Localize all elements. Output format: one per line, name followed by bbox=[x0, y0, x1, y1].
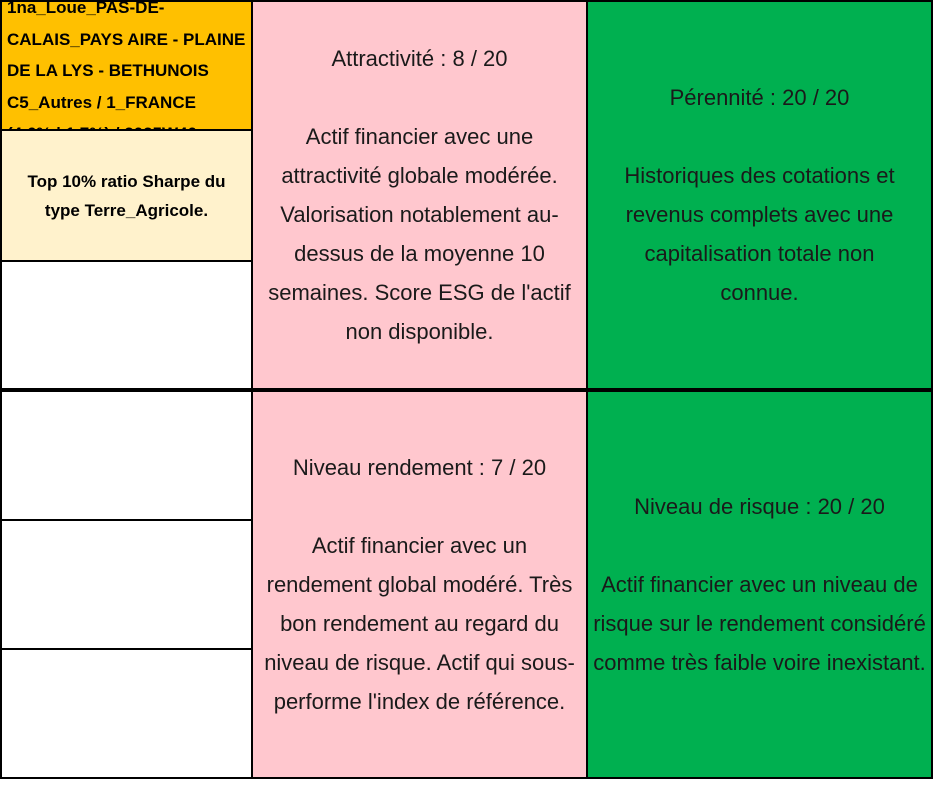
empty-cell bbox=[0, 648, 253, 779]
rendement-text: Actif financier avec un rendement global modéré. Très bon rendement au regard du niveau de risque. Actif qui sous-performe l'index de référence. bbox=[264, 533, 575, 714]
perennite-text: Historiques des cotations et revenus complets avec une capitalisation totale non connue. bbox=[624, 163, 895, 305]
asset-title-line: CALAIS_PAYS AIRE - PLAINE bbox=[7, 29, 246, 49]
risque-cell bbox=[586, 390, 933, 779]
risque-text: Actif financier avec un niveau de risque sur le rendement considéré comme très faible voire inexistant. bbox=[593, 572, 926, 675]
sharpe-note: Top 10% ratio Sharpe du type Terre_Agricole. bbox=[27, 171, 226, 220]
empty-cell bbox=[0, 260, 253, 390]
asset-title-line: 1na_Loue_PAS-DE- bbox=[7, 0, 165, 17]
attractivite-title: Attractivité : 8 / 20 bbox=[331, 46, 508, 71]
rendement-cell bbox=[251, 390, 588, 779]
asset-title bbox=[7, 0, 257, 150]
attractivite-cell bbox=[251, 0, 588, 390]
asset-title-cell bbox=[0, 0, 253, 131]
asset-title-line: DE LA LYS - BETHUNOIS bbox=[7, 61, 209, 80]
rendement-title: Niveau rendement : 7 / 20 bbox=[292, 455, 547, 480]
perennite-cell bbox=[586, 0, 933, 390]
attractivite-text: Actif financier avec une attractivité globale modérée. Valorisation notablement au-dessus de la moyenne 10 semaines. Score ESG de l'actif non disponible. bbox=[268, 124, 571, 344]
empty-cell bbox=[0, 519, 253, 650]
sharpe-note-cell bbox=[0, 129, 253, 262]
risque-title: Niveau de risque : 20 / 20 bbox=[634, 494, 885, 519]
empty-cell bbox=[0, 390, 253, 521]
asset-title-line: C5_Autres / 1_FRANCE bbox=[7, 92, 196, 112]
perennite-title: Pérennité : 20 / 20 bbox=[669, 85, 850, 110]
